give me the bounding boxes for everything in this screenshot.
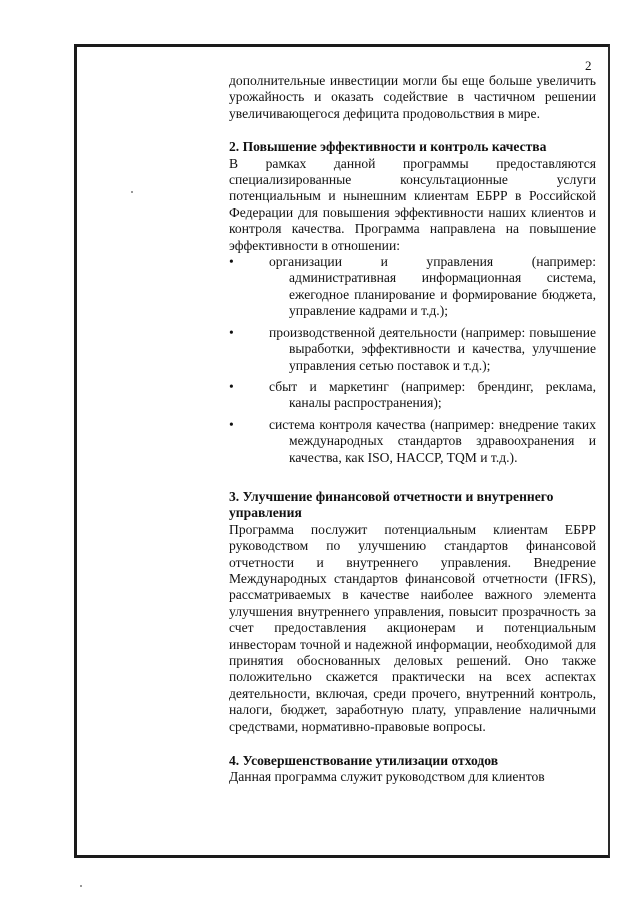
spacer [229,122,596,139]
bullet-item: • система контроля качества (например: внедрение таких международных стандартов здравоохранения и качества, как ISO, HACCP, TQM и т.д.). [229,416,596,465]
document-body [229,73,596,786]
bullet-item-text: сбыт и маркетинг (например: брендинг, реклама, каналы распространения); [269,378,596,411]
section-2-paragraph: В рамках данной программы предоставляются специализированные консультационные услуги потенциальным и нынешним клиентам ЕБРР в Российской Федерации для повышения эффективности наших клиентов и контроля качества. Программа направлена на повышение эффективности в отношении: [229,155,596,253]
intro-paragraph: дополнительные инвестиции могли бы еще больше увеличить урожайность и оказать содействие в частичном решении увеличивающегося дефицита продовольствия в мире. [229,73,596,121]
section-4-heading: 4. Усовершенствование утилизации отходов [229,753,499,769]
bullet-item: • производственной деятельности (например: повышение выработки, эффективности и качества, улучшение управления сетью поставок и т.д.); [229,324,596,373]
bullet-item: • организации и управления (например: административная информационная система, ежегодное планирование и формирование бюджета, управление кадрами и т.д.); [229,254,596,319]
scan-speck [131,191,133,193]
scan-speck [80,885,82,887]
page-number: 2 [585,58,592,73]
section-3-heading: 3. Улучшение финансовой отчетности и внутреннего управления [229,488,554,521]
section-4-paragraph: Данная программа служит руководством для клиентов [229,769,545,785]
bullet-item-text: организации и управления (например: административная информационная система, ежегодное планирование и формирование бюджета, управление кадрами и т.д.); [269,254,596,319]
section-2-heading: 2. Повышение эффективности и контроль качества [229,139,547,155]
bullet-item-text: производственной деятельности (например: повышение выработки, эффективности и качества, улучшение управления сетью поставок и т.д.); [269,324,596,373]
bullet-item: • сбыт и маркетинг (например: брендинг, реклама, каналы распространения); [229,378,596,411]
spacer [229,471,596,489]
section-2-bullet-list [229,254,596,466]
section-3-paragraph: Программа послужит потенциальным клиентам ЕБРР руководством по улучшению стандартов финансовой отчетности и внутреннего управления. Внедрение Международных стандартов финансовой отчетности (IFRS), рассматриваемых в качестве наиболее важного элемента улучшения внутреннего управления, повысит прозрачность за счет предоставления акционерам и потенциальным инвесторам точной и надежной информации, необходимой для принятия обоснованных деловых решений. Оно также положительно скажется практически на всех аспектах деятельности, включая, среди прочего, внутренний контроль, налоги, бюджет, заработную плату, управление наличными средствами, нормативно-правовые вопросы. [229,521,596,734]
spacer [229,735,596,753]
bullet-item-text: система контроля качества (например: внедрение таких международных стандартов здравоохранения и качества, как ISO, HACCP, TQM и т.д.). [269,416,596,465]
